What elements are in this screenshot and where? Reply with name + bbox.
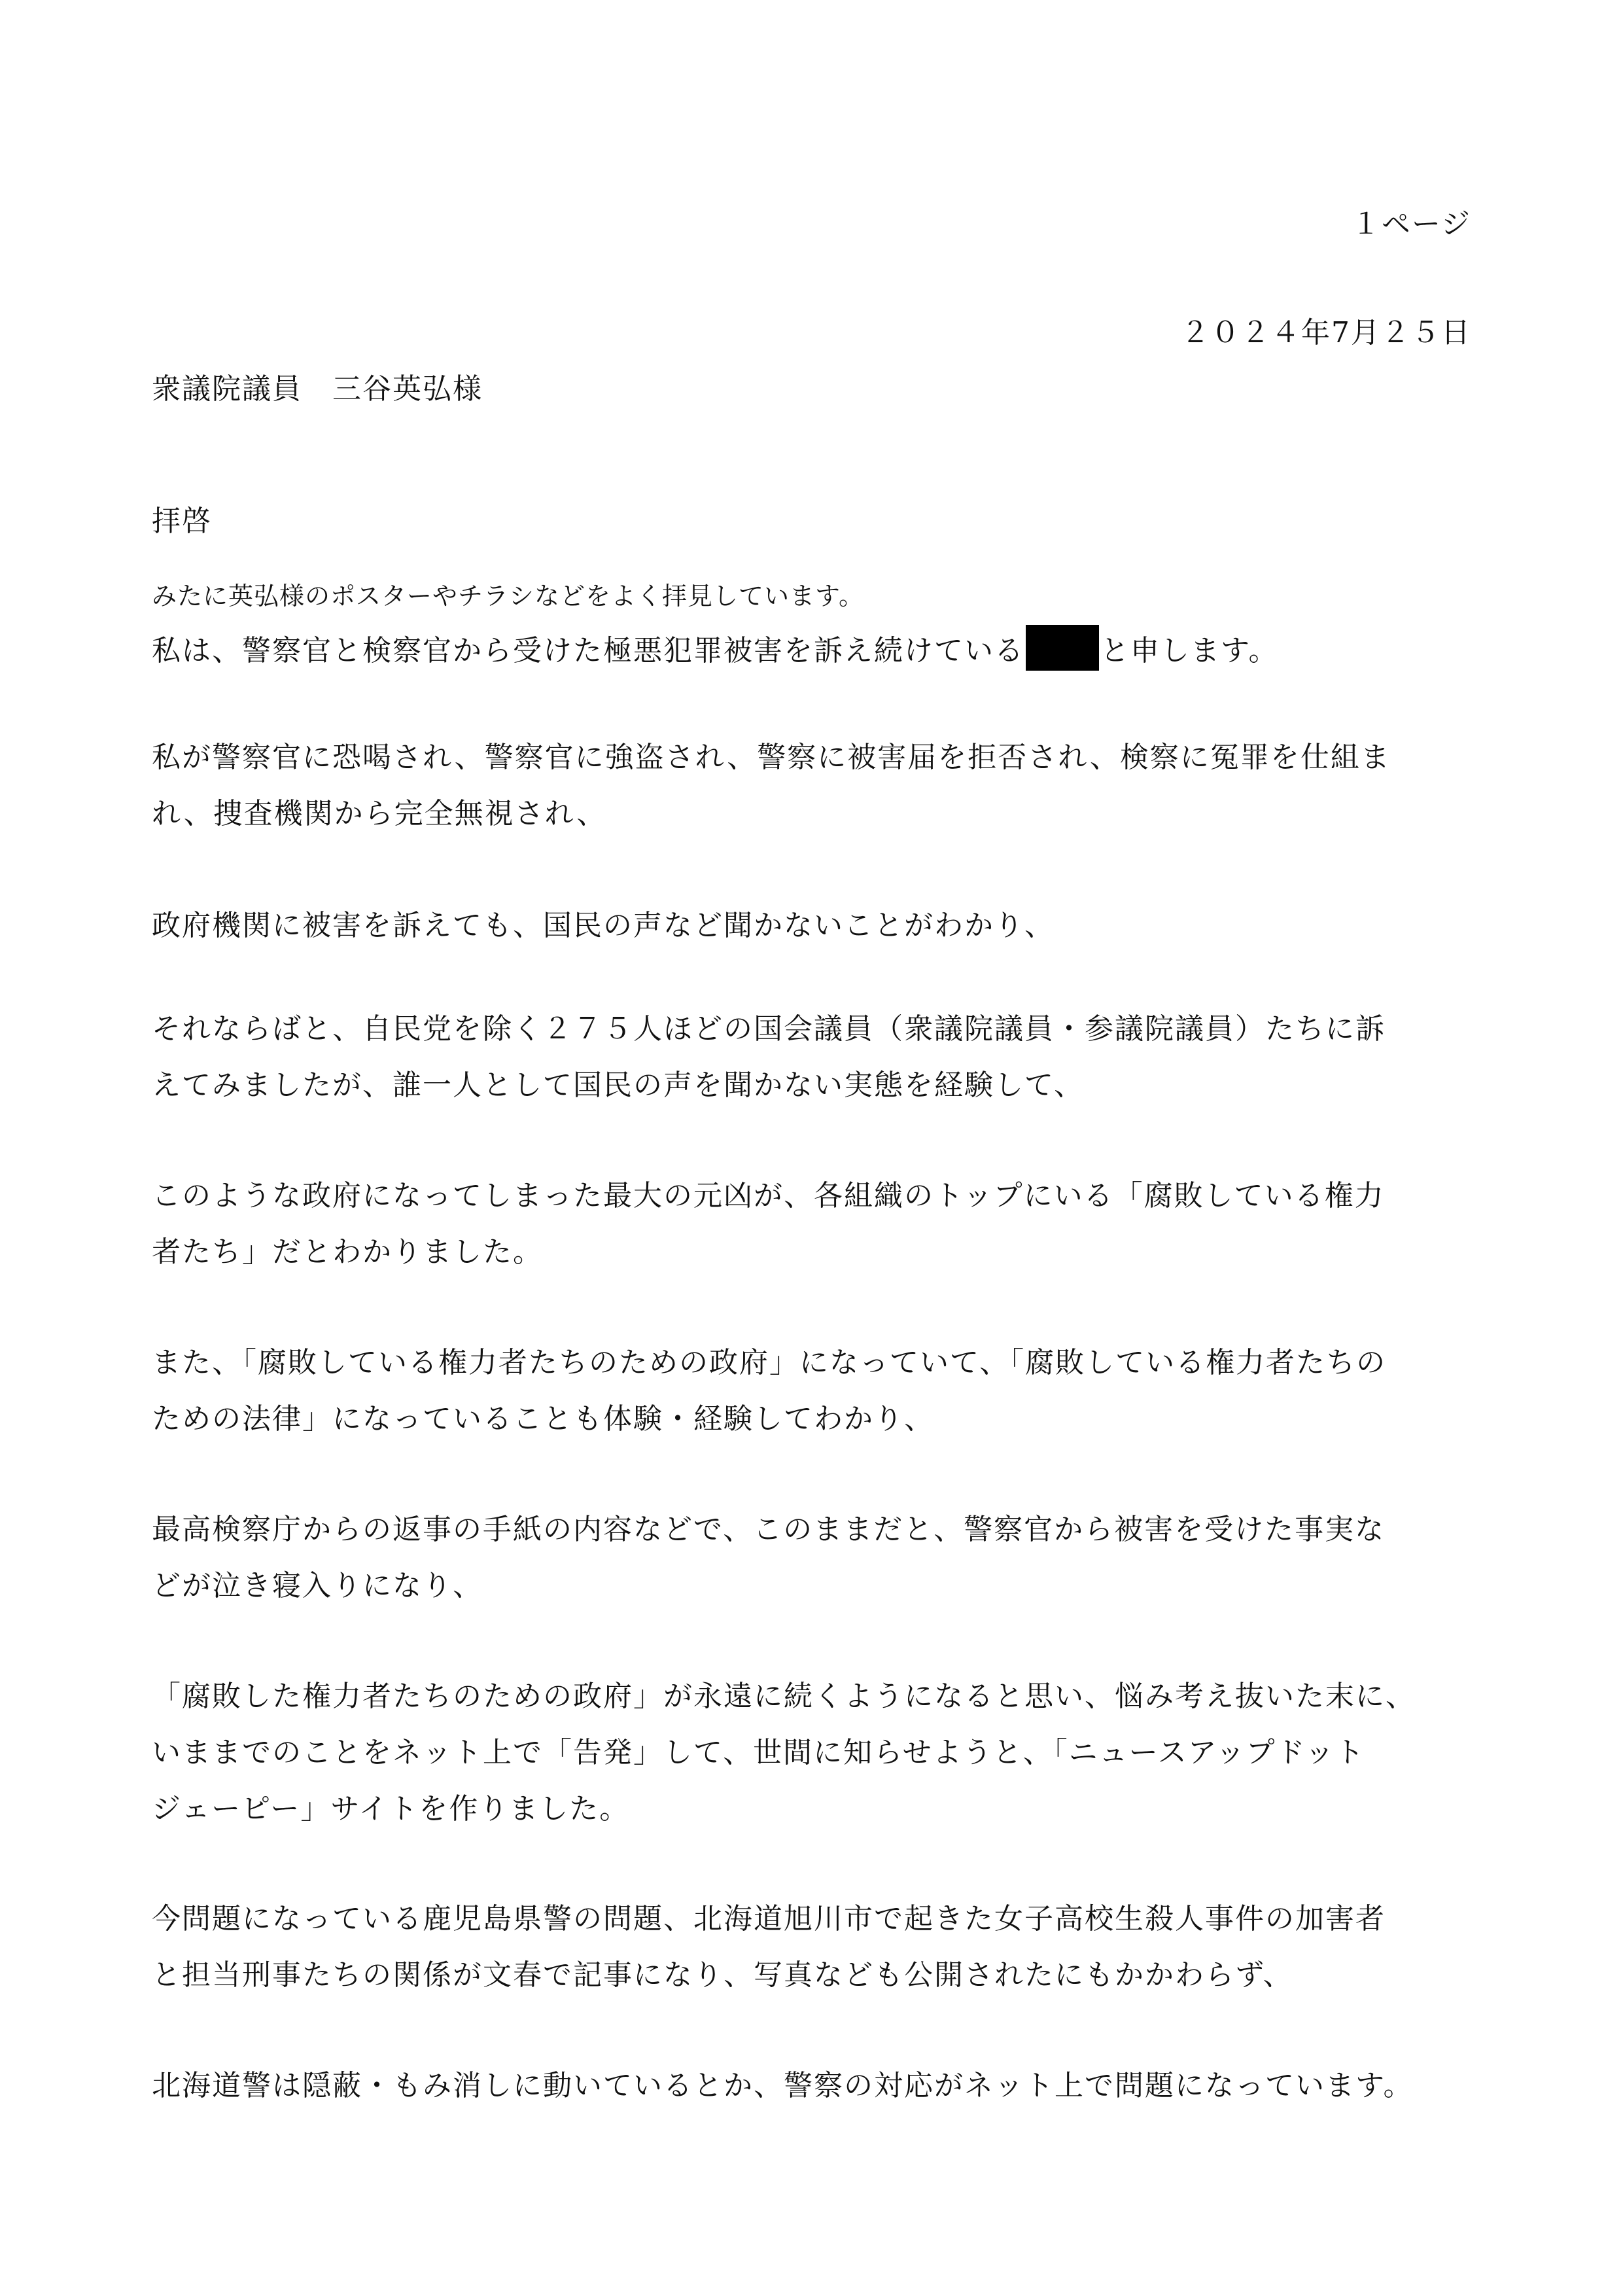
- paragraph-line: 者たち」だとわかりました。: [152, 1235, 543, 1269]
- paragraph-line: 北海道警は隠蔽・もみ消しに動いているとか、警察の対応がネット上で問題になっています。: [152, 2069, 1414, 2102]
- paragraph-line: と担当刑事たちの関係が文春で記事になり、写真なども公開されたにもかかわらず、: [152, 1958, 1293, 1992]
- paragraph-line: また、「腐敗している権力者たちのための政府」になっていて、「腐敗している権力者たちの: [152, 1346, 1387, 1379]
- intro-line-2-before: 私は、警察官と検察官から受けた極悪犯罪被害を訴え続けている: [152, 634, 1024, 667]
- paragraph-line: それならばと、自民党を除く２７５人ほどの国会議員（衆議院議員・参議院議員）たちに訴: [152, 1012, 1386, 1046]
- redacted-name-block: [1026, 625, 1099, 671]
- intro-line-1: みたに英弘様のポスターやチラシなどをよく拝見しています。: [152, 582, 864, 610]
- salutation: 拝啓: [152, 504, 212, 538]
- paragraph-line: 今問題になっている鹿児島県警の問題、北海道旭川市で起きた女子高校生殺人事件の加害者: [152, 1902, 1386, 1935]
- paragraph-line: ための法律」になっていることも体験・経験してわかり、: [152, 1402, 934, 1436]
- intro-line-2: [152, 625, 1486, 671]
- paragraph-line: このような政府になってしまった最大の元凶が、各組織のトップにいる「腐敗している権力: [152, 1179, 1385, 1212]
- intro-line-2-after: と申します。: [1100, 634, 1279, 667]
- paragraph-line: いままでのことをネット上で「告発」して、世間に知らせようと、「ニュースアップドット: [152, 1736, 1365, 1769]
- paragraph-line: どが泣き寝入りになり、: [152, 1569, 483, 1602]
- paragraph-line: 私が警察官に恐喝され、警察官に強盗され、警察に被害届を拒否され、検察に冤罪を仕組ま: [152, 741, 1391, 774]
- paragraph-line: えてみましたが、誰一人として国民の声を聞かない実態を経験して、: [152, 1069, 1085, 1102]
- paragraph-line: れ、捜査機関から完全無視され、: [152, 797, 607, 830]
- paragraph-line: ジェーピー」サイトを作りました。: [152, 1792, 630, 1826]
- paragraph-line: 政府機関に被害を訴えても、国民の声など聞かないことがわかり、: [152, 909, 1055, 942]
- letter-date: ２０２４年7月２５日: [1181, 316, 1471, 349]
- paragraph-line: 「腐敗した権力者たちのための政府」が永遠に続くようになると思い、悩み考え抜いた末に、: [152, 1680, 1416, 1713]
- paragraph-line: 最高検察庁からの返事の手紙の内容などで、このままだと、警察官から被害を受けた事実な: [152, 1513, 1386, 1546]
- recipient: 衆議院議員 三谷英弘様: [152, 372, 483, 406]
- page-number: １ページ: [1351, 207, 1471, 241]
